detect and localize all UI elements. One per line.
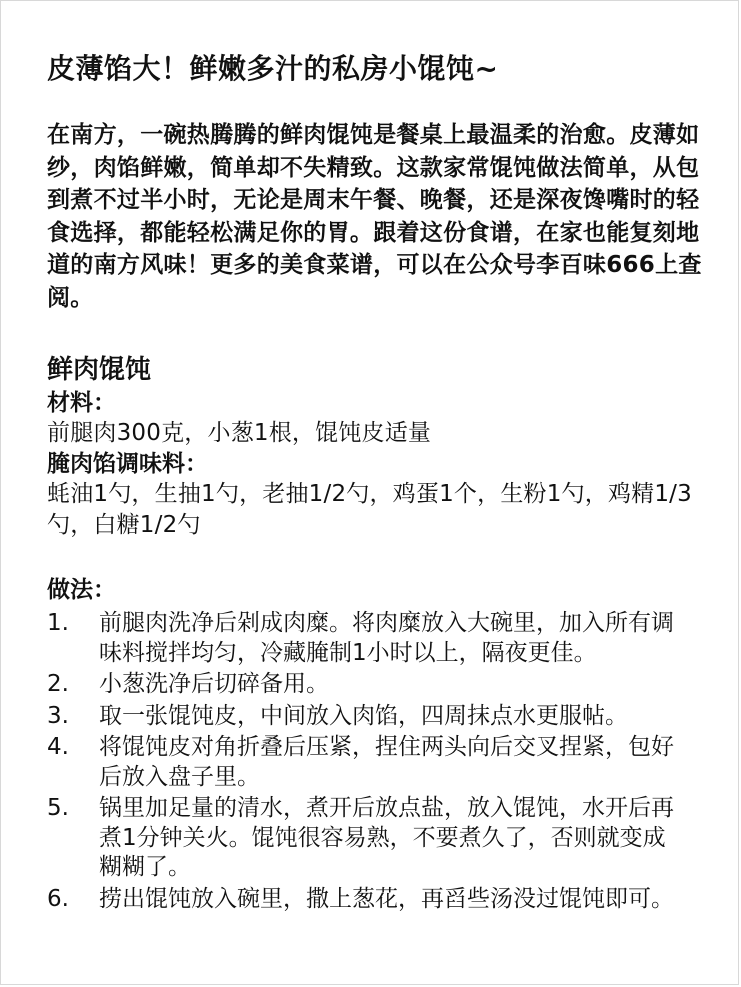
method-step <box>47 733 717 792</box>
step-number: 1. <box>47 610 69 636</box>
intro-paragraph: 在南方，一碗热腾腾的鲜肉馄饨是餐桌上最温柔的治愈。皮薄如纱，肉馅鲜嫩，简单却不失精致。这款家常馄饨做法简单，从包到煮不过半小时，无论是周末午餐、晚餐，还是深夜馋嘴时的轻食选择，都能轻松满足你的胃。跟着这份食谱，在家也能复刻地道的南方风味！更多的美食菜谱，可以在公众号李百味666上查阅。 <box>47 122 702 311</box>
materials-label: 材料： <box>47 390 116 416</box>
page-title: 皮薄馅大！鲜嫩多汁的私房小馄饨~ <box>47 52 499 85</box>
step-text: 前腿肉洗净后剁成肉糜。将肉糜放入大碗里，加入所有调味料搅拌均匀，冷藏腌制1小时以上，隔夜更佳。 <box>99 610 674 666</box>
method-steps-list <box>47 609 717 914</box>
step-text: 将馄饨皮对角折叠后压紧，捏住两头向后交叉捏紧，包好后放入盘子里。 <box>99 734 674 790</box>
method-step <box>47 670 717 700</box>
document-content <box>47 45 717 916</box>
method-step <box>47 794 717 883</box>
method-step <box>47 885 717 915</box>
step-number: 3. <box>47 702 69 729</box>
step-text: 捞出馄饨放入碗里，撒上葱花，再舀些汤没过馄饨即可。 <box>99 885 674 912</box>
materials-text: 前腿肉300克，小葱1根，馄饨皮适量 <box>47 420 432 446</box>
step-text: 小葱洗净后切碎备用。 <box>99 671 329 697</box>
seasoning-text: 蚝油1勺，生抽1勺，老抽1/2勺，鸡蛋1个，生粉1勺，鸡精1/3勺，白糖1/2勺 <box>47 481 692 538</box>
step-text: 锅里加足量的清水，煮开后放点盐，放入馄饨，水开后再煮1分钟关火。馄饨很容易熟，不要煮久了，否则就变成糊糊了。 <box>99 795 674 880</box>
step-number: 2. <box>47 671 69 697</box>
recipe-name: 鲜肉馄饨 <box>47 355 152 385</box>
step-number: 6. <box>47 885 69 912</box>
step-text: 取一张馄饨皮，中间放入肉馅，四周抹点水更服帖。 <box>99 702 628 729</box>
method-step <box>47 702 717 732</box>
seasoning-label: 腌肉馅调味料： <box>47 451 208 477</box>
method-step <box>47 609 717 668</box>
step-number: 5. <box>47 795 69 821</box>
method-label: 做法： <box>47 577 116 603</box>
step-number: 4. <box>47 734 69 760</box>
